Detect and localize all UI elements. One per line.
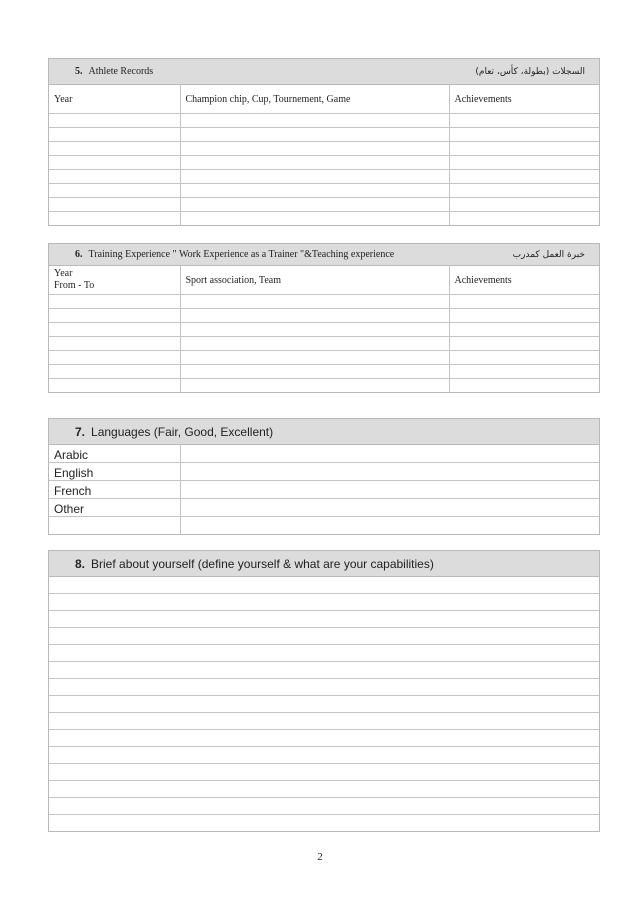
table-row [49, 198, 599, 212]
athlete-records-section [48, 58, 600, 226]
table-cell[interactable] [49, 379, 180, 393]
column-header-year: Year [49, 85, 180, 114]
table-cell[interactable] [49, 198, 180, 212]
training-experience-table [49, 266, 599, 392]
table-cell[interactable] [49, 309, 180, 323]
column-header-achievements: Achievements [449, 85, 599, 114]
brief-header [49, 551, 599, 577]
training-experience-header [49, 244, 599, 266]
section-title: Languages (Fair, Good, Excellent) [91, 424, 274, 439]
table-cell[interactable] [49, 184, 180, 198]
language-level-field[interactable] [180, 517, 599, 535]
language-label-english: English [49, 463, 180, 481]
table-row [49, 351, 599, 365]
writing-line-field[interactable] [49, 594, 599, 611]
languages-section [48, 418, 600, 535]
athlete-records-table [49, 85, 599, 225]
section-arabic-title: خبرة العمل كمدرب [512, 249, 585, 260]
table-cell[interactable] [180, 379, 449, 393]
writing-line-field[interactable] [49, 611, 599, 628]
writing-line-field[interactable] [49, 798, 599, 815]
table-cell[interactable] [449, 142, 599, 156]
writing-line-field[interactable] [49, 815, 599, 832]
writing-line-field[interactable] [49, 577, 599, 594]
section-title: Athlete Records [88, 66, 154, 77]
writing-line-field[interactable] [49, 713, 599, 730]
training-experience-section [48, 243, 600, 393]
writing-line [49, 713, 599, 730]
table-cell[interactable] [449, 170, 599, 184]
brief-lines [49, 577, 599, 831]
table-cell[interactable] [449, 351, 599, 365]
writing-line [49, 747, 599, 764]
writing-line [49, 662, 599, 679]
writing-line [49, 679, 599, 696]
table-cell[interactable] [180, 351, 449, 365]
writing-line-field[interactable] [49, 781, 599, 798]
table-cell[interactable] [180, 128, 449, 142]
writing-line [49, 798, 599, 815]
table-row [49, 499, 599, 517]
column-header-year-range: Year From - To [49, 266, 180, 295]
table-cell[interactable] [449, 128, 599, 142]
table-cell[interactable] [180, 198, 449, 212]
table-cell[interactable] [49, 365, 180, 379]
writing-line [49, 594, 599, 611]
table-cell[interactable] [49, 212, 180, 226]
table-cell[interactable] [180, 212, 449, 226]
table-cell[interactable] [449, 309, 599, 323]
language-label-blank[interactable] [49, 517, 180, 535]
table-row [49, 445, 599, 463]
column-header-association: Sport association, Team [180, 266, 449, 295]
section-number: 8. [75, 556, 86, 571]
table-row [49, 142, 599, 156]
writing-line [49, 577, 599, 594]
table-cell[interactable] [49, 142, 180, 156]
page-number: 2 [317, 851, 323, 863]
table-row [49, 379, 599, 393]
table-cell[interactable] [49, 323, 180, 337]
table-row [49, 170, 599, 184]
writing-line-field[interactable] [49, 764, 599, 781]
table-row [49, 114, 599, 128]
brief-section [48, 550, 600, 832]
section-title: Brief about yourself (define yourself & what are your capabilities) [91, 556, 434, 571]
languages-table [49, 445, 599, 534]
table-cell[interactable] [180, 114, 449, 128]
table-cell[interactable] [449, 156, 599, 170]
language-level-field[interactable] [180, 445, 599, 463]
table-cell[interactable] [449, 365, 599, 379]
table-cell[interactable] [49, 170, 180, 184]
section-number: 5. [75, 66, 83, 77]
table-cell[interactable] [49, 295, 180, 309]
writing-line [49, 781, 599, 798]
table-cell[interactable] [180, 295, 449, 309]
writing-line-field[interactable] [49, 696, 599, 713]
writing-line [49, 611, 599, 628]
writing-line-field[interactable] [49, 662, 599, 679]
column-header-championship: Champion chip, Cup, Tournement, Game [180, 85, 449, 114]
table-row [49, 128, 599, 142]
language-label-french: French [49, 481, 180, 499]
table-row [49, 323, 599, 337]
section-arabic-title: السجلات (بطولة، كأس، تعام) [475, 66, 585, 77]
writing-line [49, 645, 599, 662]
table-row [49, 212, 599, 226]
table-cell[interactable] [49, 114, 180, 128]
languages-header [49, 419, 599, 445]
table-row [49, 309, 599, 323]
table-row [49, 481, 599, 499]
table-cell[interactable] [449, 198, 599, 212]
table-row [49, 517, 599, 535]
section-title: Training Experience " Work Experience as a Trainer "&Teaching experience [88, 249, 395, 260]
table-cell[interactable] [449, 114, 599, 128]
writing-line [49, 628, 599, 645]
writing-line-field[interactable] [49, 747, 599, 764]
table-cell[interactable] [49, 337, 180, 351]
table-cell[interactable] [49, 128, 180, 142]
table-cell[interactable] [449, 295, 599, 309]
table-cell[interactable] [49, 351, 180, 365]
writing-line [49, 815, 599, 832]
table-cell[interactable] [180, 323, 449, 337]
writing-line [49, 696, 599, 713]
language-level-field[interactable] [180, 463, 599, 481]
table-cell[interactable] [180, 309, 449, 323]
language-label-arabic: Arabic [49, 445, 180, 463]
table-cell[interactable] [449, 337, 599, 351]
table-row [49, 184, 599, 198]
writing-line [49, 730, 599, 747]
table-cell[interactable] [180, 156, 449, 170]
writing-line-field[interactable] [49, 679, 599, 696]
language-level-field[interactable] [180, 481, 599, 499]
table-cell[interactable] [449, 212, 599, 226]
language-label-other: Other [49, 499, 180, 517]
table-cell[interactable] [180, 337, 449, 351]
section-number: 7. [75, 424, 86, 439]
table-row [49, 463, 599, 481]
table-cell[interactable] [449, 184, 599, 198]
table-row [49, 295, 599, 309]
table-cell[interactable] [180, 170, 449, 184]
writing-line-field[interactable] [49, 645, 599, 662]
table-cell[interactable] [180, 184, 449, 198]
section-number: 6. [75, 249, 83, 260]
table-cell[interactable] [449, 323, 599, 337]
writing-line [49, 764, 599, 781]
table-cell[interactable] [180, 142, 449, 156]
writing-line-field[interactable] [49, 730, 599, 747]
column-header-achievements: Achievements [449, 266, 599, 295]
table-row [49, 156, 599, 170]
writing-line-field[interactable] [49, 628, 599, 645]
language-level-field[interactable] [180, 499, 599, 517]
table-cell[interactable] [180, 365, 449, 379]
athlete-records-header [49, 59, 599, 85]
table-row [49, 337, 599, 351]
table-cell[interactable] [449, 379, 599, 393]
table-row [49, 365, 599, 379]
table-cell[interactable] [49, 156, 180, 170]
